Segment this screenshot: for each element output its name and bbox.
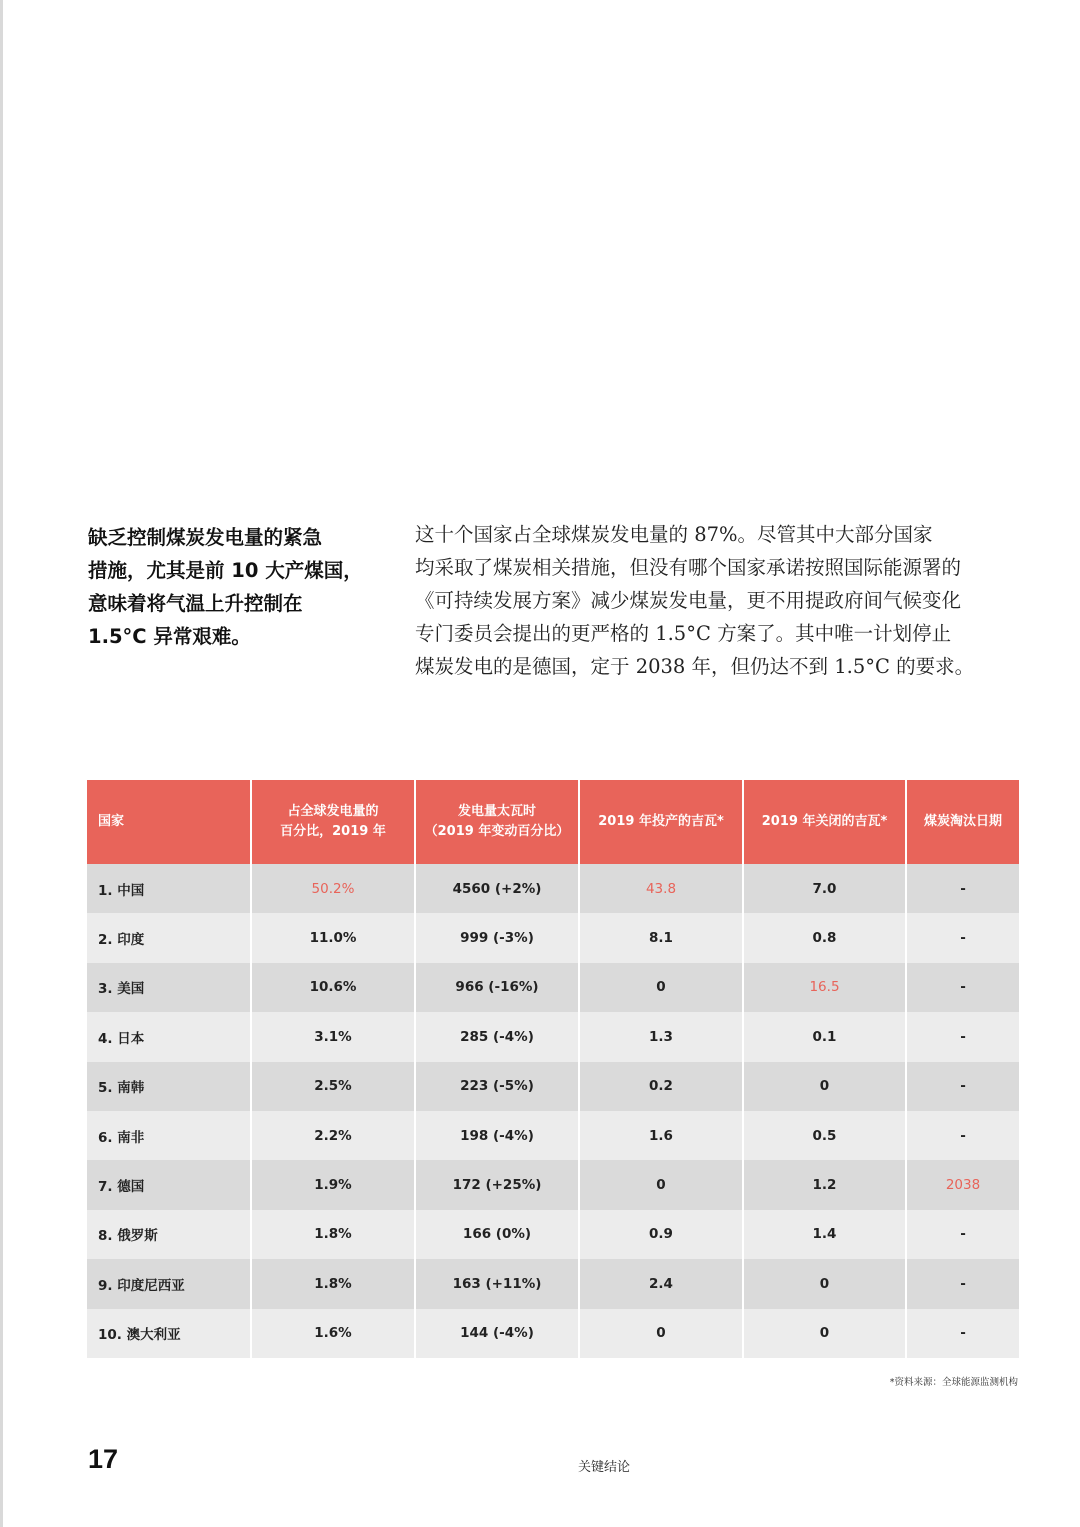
cell-retired-gw: 0.8 (743, 913, 906, 962)
cell-country: 2. 印度 (87, 913, 251, 962)
cell-global-share: 50.2% (251, 864, 415, 913)
cell-global-share: 1.8% (251, 1210, 415, 1259)
cell-phaseout-date: - (906, 864, 1019, 913)
cell-country: 10. 澳大利亚 (87, 1309, 251, 1358)
cell-country: 7. 德国 (87, 1160, 251, 1209)
cell-country: 6. 南非 (87, 1111, 251, 1160)
cell-generation-twh: 4560 (+2%) (415, 864, 579, 913)
cell-generation-twh: 999 (-3%) (415, 913, 579, 962)
cell-global-share: 3.1% (251, 1012, 415, 1061)
cell-retired-gw: 0 (743, 1309, 906, 1358)
cell-commissioned-gw: 0 (579, 1309, 743, 1358)
header-global-share: 占全球发电量的 百分比，2019 年 (251, 780, 415, 864)
table-row (87, 1210, 1019, 1259)
cell-generation-twh: 163 (+11%) (415, 1259, 579, 1308)
cell-country: 4. 日本 (87, 1012, 251, 1061)
table-row (87, 1062, 1019, 1111)
cell-generation-twh: 172 (+25%) (415, 1160, 579, 1209)
cell-phaseout-date: - (906, 1062, 1019, 1111)
header-phaseout-date: 煤炭淘汰日期 (906, 780, 1019, 864)
page-edge (0, 0, 3, 1527)
cell-commissioned-gw: 0 (579, 963, 743, 1012)
table-row (87, 864, 1019, 913)
cell-global-share: 1.9% (251, 1160, 415, 1209)
table-row (87, 913, 1019, 962)
cell-country: 9. 印度尼西亚 (87, 1259, 251, 1308)
header-commissioned-gw: 2019 年投产的吉瓦* (579, 780, 743, 864)
cell-commissioned-gw: 43.8 (579, 864, 743, 913)
table-row (87, 1259, 1019, 1308)
cell-phaseout-date: - (906, 1210, 1019, 1259)
table-row (87, 963, 1019, 1012)
cell-generation-twh: 198 (-4%) (415, 1111, 579, 1160)
cell-global-share: 2.5% (251, 1062, 415, 1111)
cell-commissioned-gw: 2.4 (579, 1259, 743, 1308)
header-retired-gw: 2019 年关闭的吉瓦* (743, 780, 906, 864)
cell-generation-twh: 144 (-4%) (415, 1309, 579, 1358)
footer-section-title: 关键结论 (578, 1460, 631, 1475)
cell-country: 8. 俄罗斯 (87, 1210, 251, 1259)
cell-country: 5. 南韩 (87, 1062, 251, 1111)
cell-global-share: 1.8% (251, 1259, 415, 1308)
cell-commissioned-gw: 1.6 (579, 1111, 743, 1160)
cell-global-share: 11.0% (251, 913, 415, 962)
cell-retired-gw: 1.2 (743, 1160, 906, 1209)
cell-retired-gw: 0 (743, 1259, 906, 1308)
source-note: *资料来源：全球能源监测机构 (889, 1377, 1018, 1388)
table-row (87, 1309, 1019, 1358)
cell-generation-twh: 166 (0%) (415, 1210, 579, 1259)
table-row (87, 1012, 1019, 1061)
cell-generation-twh: 223 (-5%) (415, 1062, 579, 1111)
table-row (87, 1160, 1019, 1209)
cell-global-share: 2.2% (251, 1111, 415, 1160)
table-body (87, 864, 1019, 1358)
cell-retired-gw: 1.4 (743, 1210, 906, 1259)
cell-retired-gw: 0.1 (743, 1012, 906, 1061)
cell-phaseout-date: - (906, 1111, 1019, 1160)
cell-commissioned-gw: 8.1 (579, 913, 743, 962)
cell-phaseout-date: 2038 (906, 1160, 1019, 1209)
header-country: 国家 (87, 780, 251, 864)
cell-phaseout-date: - (906, 913, 1019, 962)
cell-generation-twh: 285 (-4%) (415, 1012, 579, 1061)
cell-phaseout-date: - (906, 963, 1019, 1012)
cell-retired-gw: 7.0 (743, 864, 906, 913)
cell-phaseout-date: - (906, 1259, 1019, 1308)
cell-global-share: 10.6% (251, 963, 415, 1012)
coal-power-table (87, 780, 1019, 1358)
cell-phaseout-date: - (906, 1309, 1019, 1358)
cell-commissioned-gw: 1.3 (579, 1012, 743, 1061)
cell-phaseout-date: - (906, 1012, 1019, 1061)
cell-retired-gw: 16.5 (743, 963, 906, 1012)
cell-retired-gw: 0.5 (743, 1111, 906, 1160)
table-row (87, 1111, 1019, 1160)
cell-retired-gw: 0 (743, 1062, 906, 1111)
cell-commissioned-gw: 0 (579, 1160, 743, 1209)
cell-commissioned-gw: 0.2 (579, 1062, 743, 1111)
header-generation-twh: 发电量太瓦时 （2019 年变动百分比） (415, 780, 579, 864)
cell-commissioned-gw: 0.9 (579, 1210, 743, 1259)
coal-table-container (87, 780, 1019, 1358)
cell-country: 1. 中国 (87, 864, 251, 913)
cell-global-share: 1.6% (251, 1309, 415, 1358)
cell-country: 3. 美国 (87, 963, 251, 1012)
page-number: 17 (88, 1444, 119, 1474)
headline: 缺乏控制煤炭发电量的紧急 措施，尤其是前 10 大产煤国， 意味着将气温上升控制在 1.5°C 异常艰难。 (88, 526, 363, 648)
cell-generation-twh: 966 (-16%) (415, 963, 579, 1012)
table-header-row (87, 780, 1019, 864)
body-paragraph: 这十个国家占全球煤炭发电量的 87%。尽管其中大部分国家 均采取了煤炭相关措施，但没有哪个国家承诺按照国际能源署的 《可持续发展方案》减少煤炭发电量，更不用提政府间气候变化 专门委员会提出的更严格的 1.5°C 方案了。其中唯一计划停止 煤炭发电的是德国，定于 2038 年，但仍达不到 1.5°C 的要求。 (415, 523, 975, 678)
